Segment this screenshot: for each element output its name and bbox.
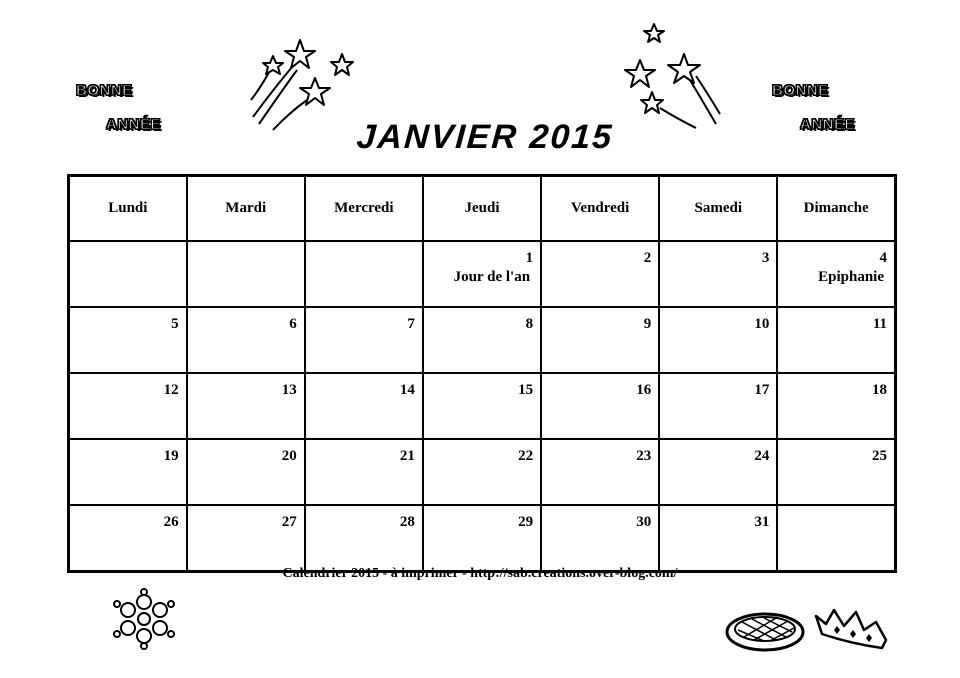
weekday-header: Vendredi <box>541 176 659 242</box>
day-number: 26 <box>163 514 179 530</box>
day-number: 19 <box>163 448 179 464</box>
day-number: 4 <box>879 250 887 266</box>
day-number: 15 <box>518 382 534 398</box>
day-number: 31 <box>754 514 770 530</box>
day-cell <box>187 373 305 439</box>
day-number: 17 <box>754 382 770 398</box>
day-number: 11 <box>872 316 887 332</box>
day-cell <box>541 439 659 505</box>
weekday-header: Jeudi <box>423 176 541 242</box>
day-number: 12 <box>163 382 179 398</box>
day-cell <box>777 241 895 307</box>
day-number: 23 <box>636 448 652 464</box>
day-number: 2 <box>643 250 652 266</box>
weekday-header: Lundi <box>69 176 187 242</box>
day-cell <box>659 241 777 307</box>
greeting-left-line1: BONNE <box>76 82 133 99</box>
greeting-right-line2: ANNÉE <box>800 116 856 133</box>
week-row <box>69 439 896 505</box>
day-cell <box>69 307 187 373</box>
crown-icon <box>812 604 892 654</box>
day-cell <box>659 307 777 373</box>
day-cell <box>69 373 187 439</box>
day-cell <box>187 439 305 505</box>
day-cell <box>659 373 777 439</box>
day-cell <box>423 241 541 307</box>
day-cell <box>305 439 423 505</box>
footer-credit: Calendrier 2015 - à imprimer - http://sab.creations.over-blog.com/ <box>282 566 678 581</box>
day-cell <box>187 307 305 373</box>
day-number <box>306 242 422 250</box>
day-number: 29 <box>518 514 534 530</box>
day-cell <box>541 505 659 572</box>
day-number: 7 <box>407 316 415 332</box>
day-cell <box>659 439 777 505</box>
holiday-label: Jour de l'an <box>453 269 531 285</box>
day-number: 1 <box>525 250 534 266</box>
day-number: 16 <box>636 382 652 398</box>
day-number: 24 <box>754 448 770 464</box>
weekday-header: Mercredi <box>305 176 423 242</box>
day-number: 14 <box>399 382 415 398</box>
week-row <box>69 373 896 439</box>
day-number: 9 <box>643 316 652 332</box>
day-number: 6 <box>289 316 297 332</box>
day-number: 10 <box>754 316 770 332</box>
day-cell <box>541 307 659 373</box>
day-cell <box>423 439 541 505</box>
day-number <box>70 242 186 250</box>
holiday-label: Epiphanie <box>818 269 884 285</box>
day-number: 21 <box>399 448 415 464</box>
galette-icon <box>724 604 806 654</box>
day-number: 8 <box>525 316 534 332</box>
day-number: 18 <box>872 382 887 398</box>
day-cell <box>777 505 895 572</box>
day-cell <box>423 505 541 572</box>
day-cell <box>187 505 305 572</box>
day-cell <box>187 241 305 307</box>
day-cell <box>69 241 187 307</box>
day-number: 25 <box>872 448 887 464</box>
day-cell <box>69 505 187 572</box>
weekday-header: Dimanche <box>777 176 895 242</box>
day-cell <box>305 307 423 373</box>
day-number: 30 <box>636 514 652 530</box>
week-row <box>69 307 896 373</box>
day-number: 27 <box>281 514 297 530</box>
day-cell <box>541 241 659 307</box>
day-cell <box>69 439 187 505</box>
weekday-header: Mardi <box>187 176 305 242</box>
day-cell <box>777 373 895 439</box>
calendar-grid <box>67 174 897 573</box>
day-cell <box>423 307 541 373</box>
day-number: 20 <box>281 448 297 464</box>
day-number: 3 <box>761 250 770 266</box>
day-cell <box>305 505 423 572</box>
page-title: JANVIER 2015 <box>355 118 615 156</box>
week-row <box>69 241 896 307</box>
day-number: 22 <box>518 448 534 464</box>
day-cell <box>305 241 423 307</box>
greeting-left-line2: ANNÉE <box>106 116 162 133</box>
snowflake-icon <box>104 588 184 650</box>
day-number: 28 <box>399 514 415 530</box>
day-cell <box>659 505 777 572</box>
day-number: 13 <box>281 382 297 398</box>
day-number: 5 <box>171 316 179 332</box>
greeting-right-line1: BONNE <box>772 82 829 99</box>
weekday-header: Samedi <box>659 176 777 242</box>
day-cell <box>777 439 895 505</box>
day-cell <box>541 373 659 439</box>
weekday-header-row <box>69 176 896 242</box>
day-cell <box>777 307 895 373</box>
day-cell <box>305 373 423 439</box>
day-cell <box>423 373 541 439</box>
day-number <box>188 242 304 250</box>
week-row <box>69 505 896 572</box>
day-number <box>778 506 894 514</box>
